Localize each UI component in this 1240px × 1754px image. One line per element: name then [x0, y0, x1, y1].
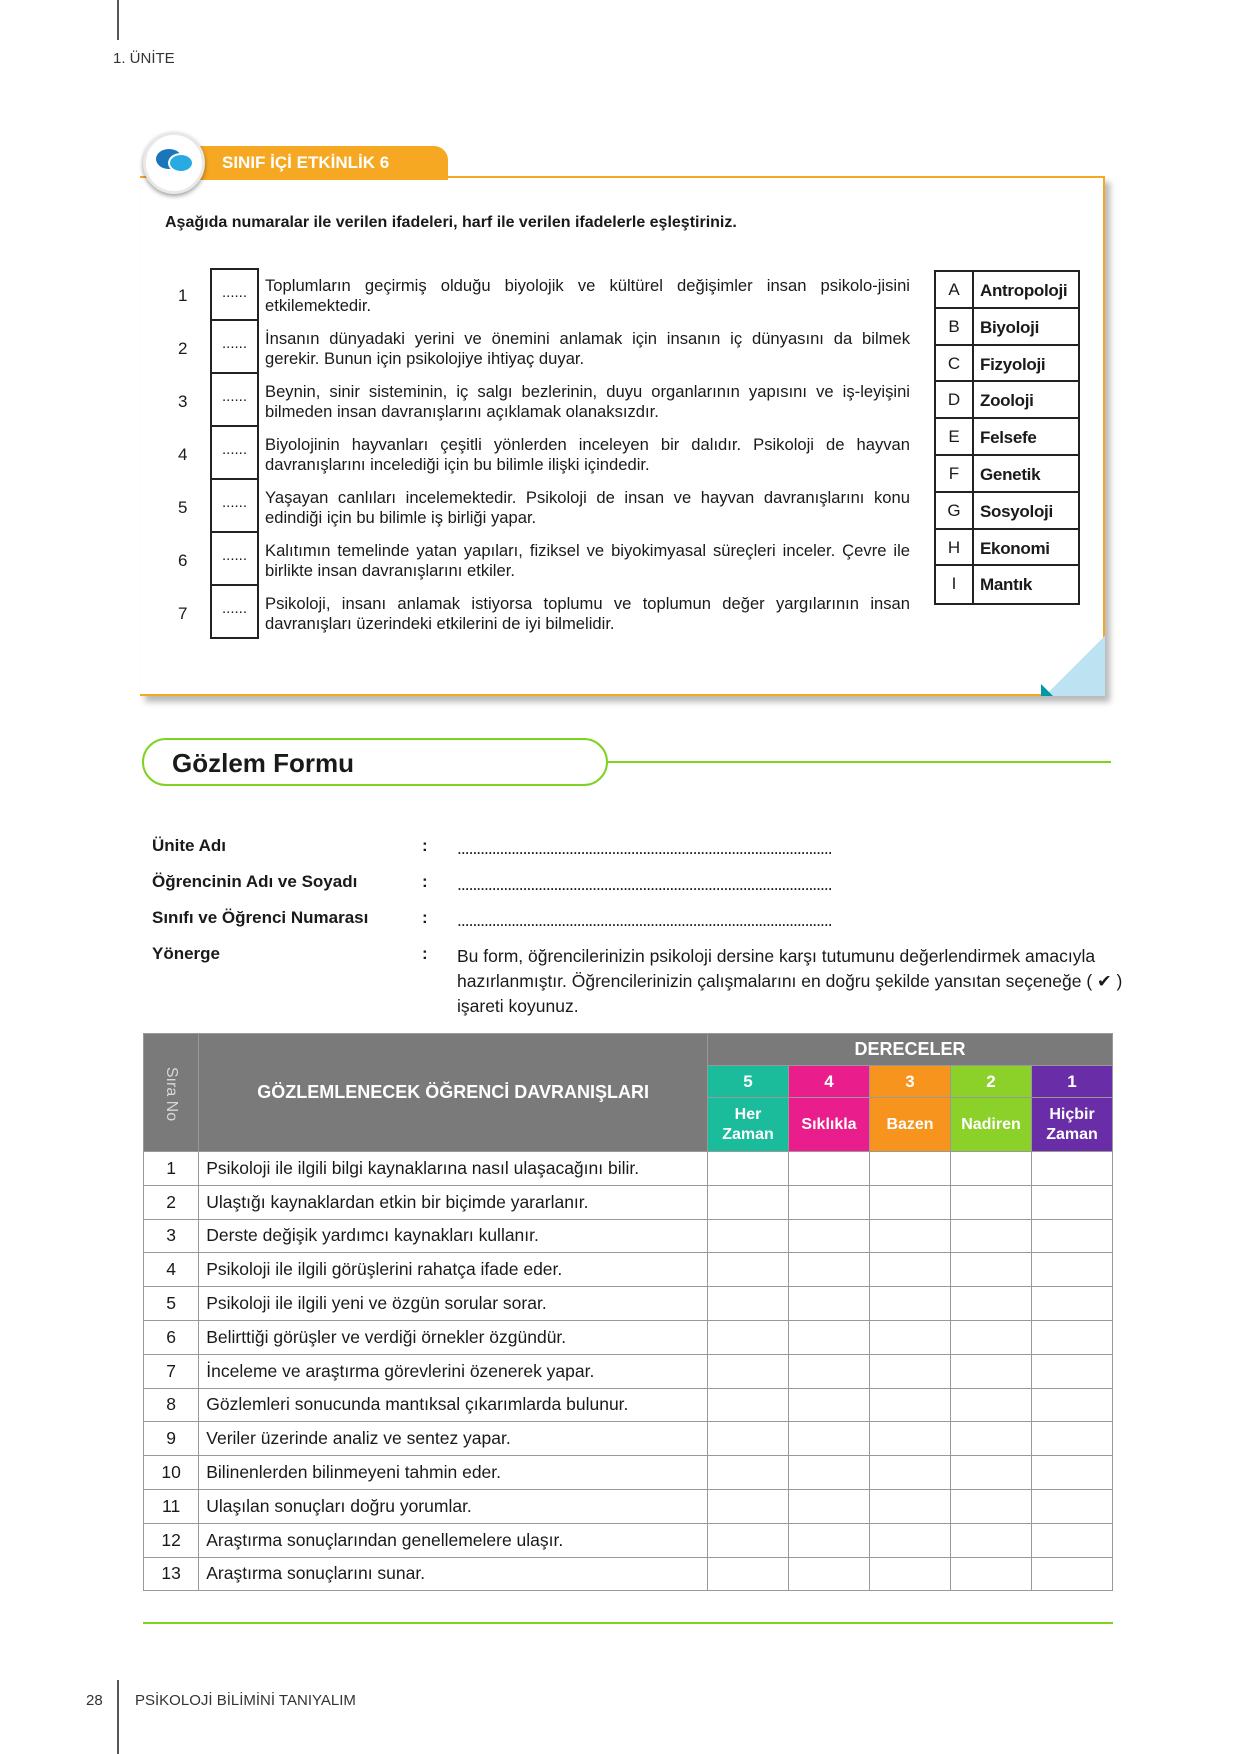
- option-row: [936, 530, 1078, 567]
- corner-accent: [1041, 684, 1053, 696]
- statement-item: [170, 480, 910, 533]
- rating-cell[interactable]: [870, 1287, 951, 1321]
- option-letter: I: [936, 566, 974, 603]
- rating-cell[interactable]: [789, 1320, 870, 1354]
- statement-item: [170, 374, 910, 427]
- options-table: [934, 270, 1080, 605]
- option-word: Antropoloji: [980, 281, 1068, 300]
- option-row: [936, 346, 1078, 383]
- rating-cell[interactable]: [708, 1388, 789, 1422]
- rating-cell[interactable]: [1032, 1219, 1113, 1253]
- rating-cell[interactable]: [708, 1219, 789, 1253]
- rating-cell[interactable]: [870, 1320, 951, 1354]
- row-number: 1: [144, 1152, 199, 1186]
- table-row: [144, 1320, 1113, 1354]
- answer-blank[interactable]: ......: [210, 321, 259, 374]
- statement-item: [170, 321, 910, 374]
- header-rule: [117, 0, 119, 40]
- rating-cell[interactable]: [789, 1219, 870, 1253]
- book-title: PSİKOLOJİ BİLİMİNİ TANIYALIM: [135, 1692, 356, 1709]
- option-word: Fizyoloji: [980, 354, 1046, 374]
- rating-cell[interactable]: [870, 1422, 951, 1456]
- statement-item: [170, 586, 910, 639]
- rating-cell[interactable]: [951, 1219, 1032, 1253]
- rating-cell[interactable]: [1032, 1557, 1113, 1591]
- answer-blank[interactable]: ......: [210, 427, 259, 480]
- field-colon: :: [422, 944, 428, 963]
- rating-cell[interactable]: [951, 1489, 1032, 1523]
- level-name: Her Zaman: [708, 1098, 789, 1152]
- row-number: 8: [144, 1388, 199, 1422]
- rating-cell[interactable]: [870, 1219, 951, 1253]
- statement-text: Biyolojinin hayvanları çeşitli yönlerden inceleyen bir dalıdır. Psikoloji de hayvan davranışlarını incelediği için bu bilimle ilişki içindedir.: [265, 435, 910, 474]
- rating-cell[interactable]: [789, 1523, 870, 1557]
- rating-cell[interactable]: [789, 1489, 870, 1523]
- field-label: Öğrencinin Adı ve Soyadı: [152, 872, 358, 891]
- level-name: Hiçbir Zaman: [1032, 1098, 1113, 1152]
- rating-cell[interactable]: [708, 1152, 789, 1186]
- rating-cell[interactable]: [951, 1456, 1032, 1490]
- behavior-text: İnceleme ve araştırma görevlerini özenerek yapar.: [199, 1354, 708, 1388]
- row-number: 2: [144, 1185, 199, 1219]
- unit-name-blank[interactable]: .................................................................................................: [457, 838, 832, 858]
- rating-cell[interactable]: [870, 1354, 951, 1388]
- table-row: [144, 1287, 1113, 1321]
- level-score: 2: [951, 1066, 1032, 1098]
- rating-cell[interactable]: [708, 1354, 789, 1388]
- option-row: [936, 272, 1078, 309]
- statement-item: [170, 268, 910, 321]
- behavior-text: Araştırma sonuçlarından genellemelere ulaşır.: [199, 1523, 708, 1557]
- page-curl-corner: [1045, 636, 1105, 696]
- option-row: [936, 309, 1078, 346]
- behavior-text: Psikoloji ile ilgili bilgi kaynaklarına nasıl ulaşacağını bilir.: [199, 1152, 708, 1186]
- class-number-blank[interactable]: .................................................................................................: [457, 910, 832, 930]
- rating-cell[interactable]: [870, 1456, 951, 1490]
- rating-cell[interactable]: [708, 1185, 789, 1219]
- table-row: [144, 1219, 1113, 1253]
- behavior-text: Ulaşılan sonuçları doğru yorumlar.: [199, 1489, 708, 1523]
- statement-text: Beynin, sinir sisteminin, iç salgı bezlerinin, duyu organlarının yapısını ve iş-leyişini bilmeden insan davranışlarını açıklamak olanaksızdır.: [265, 382, 910, 421]
- rating-cell[interactable]: [951, 1354, 1032, 1388]
- level-score: 1: [1032, 1066, 1113, 1098]
- statement-text: Toplumların geçirmiş olduğu biyolojik ve kültürel değişimler insan psikolo-jisini etkilemektedir.: [265, 276, 910, 315]
- activity-title: SINIF İÇİ ETKİNLİK 6: [200, 146, 448, 180]
- statement-number: 1: [178, 286, 188, 305]
- option-letter: B: [936, 309, 974, 344]
- rating-cell[interactable]: [708, 1557, 789, 1591]
- rating-cell[interactable]: [708, 1253, 789, 1287]
- row-number: 12: [144, 1523, 199, 1557]
- chat-bubbles-icon: [143, 132, 205, 194]
- behavior-text: Derste değişik yardımcı kaynakları kullanır.: [199, 1219, 708, 1253]
- behavior-text: Gözlemleri sonucunda mantıksal çıkarımlarda bulunur.: [199, 1388, 708, 1422]
- directive-text: Bu form, öğrencilerinizin psikoloji dersine karşı tutumunu değerlendirmek amacıyla hazırlanmıştır. Öğrencilerinizin çalışmalarını en doğru şekilde yansıtan seçeneğe ( ✔ ) işareti koyunuz.: [457, 946, 1123, 1016]
- behavior-text: Ulaştığı kaynaklardan etkin bir biçimde yararlanır.: [199, 1185, 708, 1219]
- table-row: [144, 1354, 1113, 1388]
- statement-number: 2: [178, 339, 188, 358]
- behavior-text: Veriler üzerinde analiz ve sentez yapar.: [199, 1422, 708, 1456]
- rating-cell[interactable]: [1032, 1354, 1113, 1388]
- rating-cell[interactable]: [951, 1253, 1032, 1287]
- statement-number: 5: [178, 498, 188, 517]
- level-name: Sıklıkla: [789, 1098, 870, 1152]
- rating-cell[interactable]: [789, 1422, 870, 1456]
- statement-text: Yaşayan canlıları incelemektedir. Psikoloji de insan ve hayvan davranışlarını konu edindiği için bu bilimle iş birliği yapar.: [265, 488, 910, 527]
- answer-blank[interactable]: ......: [210, 480, 259, 533]
- statement-text: Psikoloji, insanı anlamak istiyorsa toplumu ve toplumun değer yargılarının insan davranışları üzerindeki etkilerini de iyi bilmelidir.: [265, 594, 910, 633]
- table-row: [144, 1456, 1113, 1490]
- rating-cell[interactable]: [1032, 1152, 1113, 1186]
- option-letter: C: [936, 346, 974, 381]
- row-number: 6: [144, 1320, 199, 1354]
- rating-cell[interactable]: [789, 1253, 870, 1287]
- option-letter: D: [936, 382, 974, 417]
- field-colon: :: [422, 836, 428, 855]
- statement-item: [170, 427, 910, 480]
- statement-number: 6: [178, 551, 188, 570]
- option-letter: G: [936, 493, 974, 528]
- field-label: Yönerge: [152, 944, 221, 963]
- table-row: [144, 1185, 1113, 1219]
- table-row: [144, 1523, 1113, 1557]
- option-row: [936, 419, 1078, 456]
- rating-cell[interactable]: [1032, 1456, 1113, 1490]
- rating-cell[interactable]: [708, 1422, 789, 1456]
- option-word: Felsefe: [980, 428, 1037, 448]
- option-word: Sosyoloji: [980, 501, 1053, 521]
- option-word: Ekonomi: [980, 538, 1050, 558]
- statement-text: İnsanın dünyadaki yerini ve önemini anlamak için insanın iç dünyasını da bilmek gerekir. Bunun için psikolojiye ihtiyaç duyar.: [265, 329, 910, 368]
- option-letter: E: [936, 419, 974, 454]
- behavior-text: Psikoloji ile ilgili yeni ve özgün sorular sorar.: [199, 1287, 708, 1321]
- rating-cell[interactable]: [789, 1287, 870, 1321]
- rating-cell[interactable]: [951, 1185, 1032, 1219]
- rating-cell[interactable]: [708, 1456, 789, 1490]
- rating-cell[interactable]: [951, 1287, 1032, 1321]
- option-row: [936, 493, 1078, 530]
- rating-cell[interactable]: [870, 1388, 951, 1422]
- option-row: [936, 456, 1078, 493]
- statement-item: [170, 533, 910, 586]
- option-row: [936, 566, 1078, 603]
- rating-cell[interactable]: [708, 1287, 789, 1321]
- answer-blank[interactable]: ......: [210, 533, 259, 586]
- level-name: Nadiren: [951, 1098, 1032, 1152]
- row-number: 10: [144, 1456, 199, 1490]
- rating-cell[interactable]: [1032, 1422, 1113, 1456]
- answer-blank[interactable]: ......: [210, 586, 259, 639]
- rating-cell[interactable]: [1032, 1253, 1113, 1287]
- field-label: Sınıfı ve Öğrenci Numarası: [152, 908, 369, 927]
- level-score: 5: [708, 1066, 789, 1098]
- option-letter: H: [936, 530, 974, 565]
- rating-cell[interactable]: [789, 1354, 870, 1388]
- behavior-text: Araştırma sonuçlarını sunar.: [199, 1557, 708, 1591]
- sira-no-header: Sıra No: [144, 1034, 199, 1152]
- row-number: 9: [144, 1422, 199, 1456]
- rating-cell[interactable]: [951, 1523, 1032, 1557]
- behavior-text: Bilinenlerden bilinmeyeni tahmin eder.: [199, 1456, 708, 1490]
- option-word: Genetik: [980, 464, 1041, 484]
- row-number: 13: [144, 1557, 199, 1591]
- field-colon: :: [422, 908, 428, 927]
- option-letter: A: [936, 272, 974, 307]
- table-row: [144, 1489, 1113, 1523]
- rating-cell[interactable]: [708, 1320, 789, 1354]
- rating-cell[interactable]: [951, 1320, 1032, 1354]
- table-row: [144, 1422, 1113, 1456]
- bottom-rule: [143, 1622, 1113, 1624]
- table-row: [144, 1152, 1113, 1186]
- rating-cell[interactable]: [870, 1253, 951, 1287]
- rating-cell[interactable]: [708, 1523, 789, 1557]
- rating-cell[interactable]: [1032, 1320, 1113, 1354]
- row-number: 5: [144, 1287, 199, 1321]
- student-name-blank[interactable]: .................................................................................................: [457, 874, 832, 894]
- footer-rule: [117, 1680, 119, 1754]
- behavior-header: GÖZLEMLENECEK ÖĞRENCİ DAVRANIŞLARI: [199, 1034, 708, 1152]
- option-word: Biyoloji: [980, 317, 1039, 337]
- rating-cell[interactable]: [789, 1152, 870, 1186]
- behavior-text: Psikoloji ile ilgili görüşlerini rahatça ifade eder.: [199, 1253, 708, 1287]
- rating-cell[interactable]: [951, 1422, 1032, 1456]
- rating-cell[interactable]: [789, 1185, 870, 1219]
- rating-cell[interactable]: [870, 1489, 951, 1523]
- option-letter: F: [936, 456, 974, 491]
- page-number: 28: [86, 1692, 103, 1709]
- row-number: 11: [144, 1489, 199, 1523]
- rating-cell[interactable]: [870, 1185, 951, 1219]
- rating-cell[interactable]: [951, 1388, 1032, 1422]
- rating-cell[interactable]: [951, 1557, 1032, 1591]
- rating-cell[interactable]: [708, 1489, 789, 1523]
- unit-label: 1. ÜNİTE: [113, 50, 175, 67]
- row-number: 3: [144, 1219, 199, 1253]
- level-score: 4: [789, 1066, 870, 1098]
- observation-rows: [144, 1152, 1113, 1591]
- table-row: [144, 1388, 1113, 1422]
- rating-cell[interactable]: [789, 1557, 870, 1591]
- rating-cell[interactable]: [870, 1523, 951, 1557]
- statement-number: 7: [178, 604, 188, 623]
- activity-instruction: Aşağıda numaralar ile verilen ifadeleri, harf ile verilen ifadelerle eşleştiriniz.: [165, 214, 737, 231]
- statement-number: 3: [178, 392, 188, 411]
- row-number: 7: [144, 1354, 199, 1388]
- title-rule: [608, 761, 1111, 763]
- row-number: 4: [144, 1253, 199, 1287]
- behavior-text: Belirttiği görüşler ve verdiği örnekler özgündür.: [199, 1320, 708, 1354]
- rating-cell[interactable]: [870, 1557, 951, 1591]
- levels-header: DERECELER: [708, 1034, 1113, 1066]
- level-score: 3: [870, 1066, 951, 1098]
- rating-cell[interactable]: [951, 1152, 1032, 1186]
- table-row: [144, 1557, 1113, 1591]
- rating-cell[interactable]: [789, 1456, 870, 1490]
- form-title: Gözlem Formu: [142, 738, 608, 786]
- field-colon: :: [422, 872, 428, 891]
- field-label: Ünite Adı: [152, 836, 226, 855]
- option-word: Zooloji: [980, 391, 1034, 411]
- rating-cell[interactable]: [789, 1388, 870, 1422]
- observation-table: [143, 1033, 1113, 1591]
- rating-cell[interactable]: [1032, 1489, 1113, 1523]
- table-row: [144, 1253, 1113, 1287]
- rating-cell[interactable]: [1032, 1388, 1113, 1422]
- statement-text: Kalıtımın temelinde yatan yapıları, fiziksel ve biyokimyasal süreçleri inceler. Çevre ile birlikte insan davranışlarını etkiler.: [265, 541, 910, 580]
- rating-cell[interactable]: [1032, 1185, 1113, 1219]
- rating-cell[interactable]: [1032, 1287, 1113, 1321]
- answer-blank[interactable]: ......: [210, 268, 259, 321]
- level-name: Bazen: [870, 1098, 951, 1152]
- answer-blank[interactable]: ......: [210, 374, 259, 427]
- rating-cell[interactable]: [1032, 1523, 1113, 1557]
- option-word: Mantık: [980, 575, 1033, 595]
- rating-cell[interactable]: [870, 1152, 951, 1186]
- statement-number: 4: [178, 445, 188, 464]
- option-row: [936, 382, 1078, 419]
